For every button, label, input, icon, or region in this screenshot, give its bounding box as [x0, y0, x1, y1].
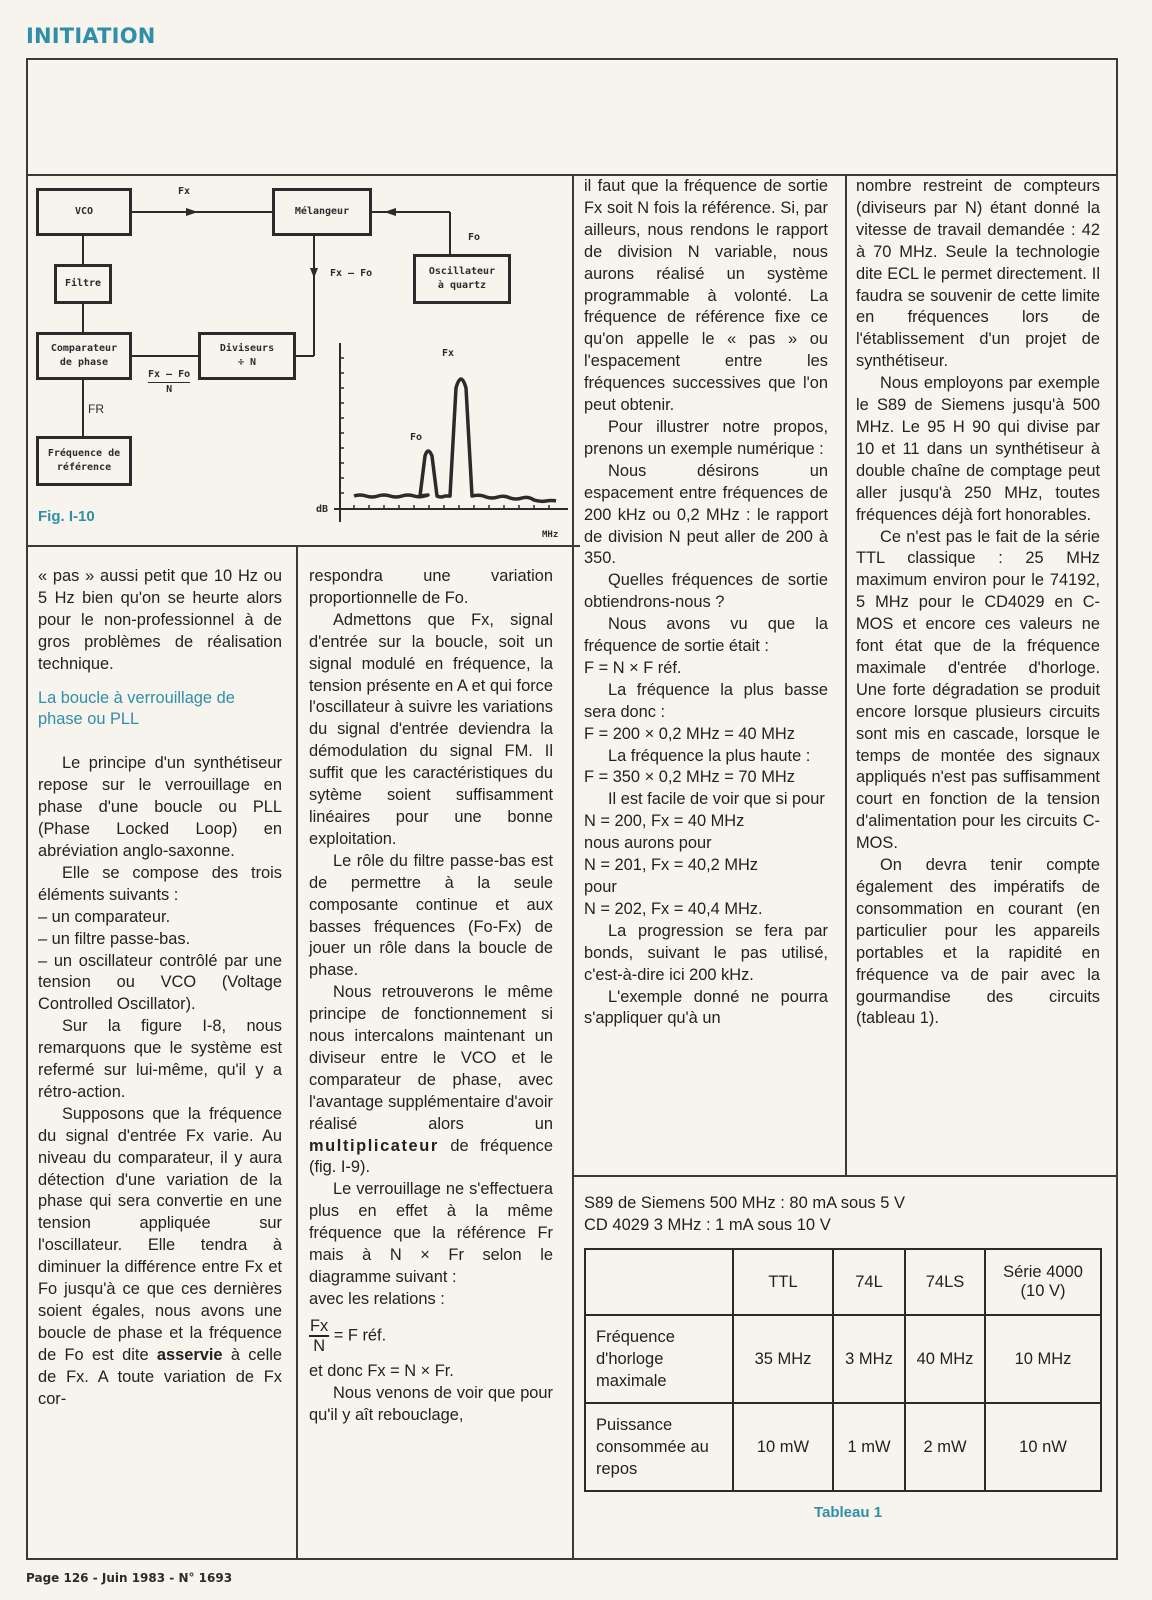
table-header-row [585, 1249, 1101, 1315]
paragraph: Nous employons par exemple le S89 de Siemens jusqu'à 500 MHz. Le 95 H 90 qui divise par 10 et 11 dans un synthétiseur à double chaîne de comptage peut aller jusqu'à 250 MHz, toutes fréquences déjà fort honorables. [856, 374, 1100, 524]
header-cell-empty [585, 1249, 733, 1315]
section-title: INITIATION [26, 24, 156, 48]
table-cell: 10 nW [985, 1403, 1101, 1491]
label-fo: Fo [468, 232, 481, 243]
oscillateur-quartz-block: Oscillateur à quartz [413, 254, 511, 304]
equation: F = 350 × 0,2 MHz = 70 MHz [584, 768, 795, 787]
peak-label-fo: Fo [410, 432, 423, 443]
paragraph: respondra une variation proportionnelle de Fo. [309, 567, 553, 607]
table-panel [580, 1182, 1116, 1558]
subheading-pll: La boucle à verrouillage de phase ou PLL [38, 688, 235, 729]
paragraph: Sur la figure I-8, nous remarquons que le système est refermé sur lui-même, qu'il y a rétro-action. [38, 1017, 282, 1101]
arrow-left-icon [384, 208, 396, 216]
comparateur-block: Comparateur de phase [36, 332, 132, 380]
list-item: – un comparateur. [38, 907, 171, 926]
divider-table-top [572, 1175, 1118, 1177]
equation: F = N × F réf. [584, 658, 682, 677]
arrow-down-icon [310, 268, 318, 278]
paragraph: « pas » aussi petit que 10 Hz ou 5 Hz bien qu'on se heurte alors pour le non-professionnel à de gros problèmes de réalisation technique. [38, 567, 282, 673]
header-cell: TTL [733, 1249, 833, 1315]
paragraph: Nous retrouverons le même principe de fonctionnement si nous intercalons maintenant un diviseur entre le VCO et le comparateur de phase, avec l'avantage supplémentaire d'avoir réalisé alors un multiplicateur de fréquence (fig. I-9). [309, 983, 553, 1177]
paragraph: avec les relations : [309, 1289, 445, 1308]
text-column-3 [584, 176, 828, 1030]
equation: N = 200, Fx = 40 MHz [584, 812, 745, 831]
page-footer: Page 126 - Juin 1983 - N° 1693 [26, 1571, 233, 1585]
header-cell: 74L [833, 1249, 905, 1315]
melangeur-block: Mélangeur [272, 188, 372, 236]
formula: $\frac{Fx}{N}$ = F réf. [310, 1316, 387, 1355]
spectrum-plot [334, 343, 568, 522]
paragraph: Le verrouillage ne s'effectuera plus en effet à la même fréquence que la référence Fr mais à N × Fr selon le diagramme suivant : [309, 1180, 553, 1286]
paragraph: Quelles fréquences de sortie obtiendrons-nous ? [584, 571, 828, 612]
emphasis-asservie: asservie [156, 1345, 223, 1364]
table-cell: 35 MHz [733, 1315, 833, 1403]
text-column-1 [38, 566, 282, 1411]
paragraph: La fréquence la plus haute : [608, 746, 811, 765]
axis-label-mhz: MHz [542, 530, 559, 540]
list-item: – un filtre passe-bas. [38, 929, 191, 948]
table-notes [584, 1192, 905, 1236]
table-cell: 2 mW [905, 1403, 985, 1491]
label-ratio: Fx – Fo N [148, 369, 191, 395]
figure-pll-synth [28, 178, 580, 556]
table-cell: 3 MHz [833, 1315, 905, 1403]
vco-block: VCO [36, 188, 132, 236]
row-label: Fréquence d'horloge maximale [585, 1315, 733, 1403]
note-line: S89 de Siemens 500 MHz : 80 mA sous 5 V [584, 1194, 906, 1212]
label-fx-minus-fo: Fx – Fo [330, 268, 373, 279]
paragraph: La fréquence la plus basse sera donc : [584, 680, 828, 721]
paragraph: nombre restreint de compteurs (diviseurs par N) étant donné la vitesse de travail demandée : 42 à 70 MHz. Seule la technologie dite ECL le permet directement. Il faudra se souvenir de cette limite en fréquences lors de l'établissement d'un projet de synthétiseur. [856, 177, 1100, 371]
filtre-block: Filtre [54, 264, 112, 304]
note-line: CD 4029 3 MHz : 1 mA sous 10 V [584, 1216, 831, 1234]
diviseurs-block: Diviseurs ÷ N [198, 332, 296, 380]
paragraph: Le rôle du filtre passe-bas est de permettre à la seule composante continue et aux basses fréquences (Fo-Fx) de jouer un rôle dans la boucle de phase. [309, 851, 553, 980]
table-caption: Tableau 1 [813, 1504, 883, 1521]
table-row [585, 1315, 1101, 1403]
axis-label-db: dB [316, 504, 329, 515]
table-cell: 10 mW [733, 1403, 833, 1491]
text-column-2 [309, 566, 553, 1427]
arrow-right-icon [186, 208, 198, 216]
fraction: $\frac{Fx}{N}$ [310, 1316, 329, 1355]
paragraph: Nous désirons un espacement entre fréquences de 200 kHz ou 0,2 MHz : le rapport de division N peut aller de 200 à 350. [584, 461, 828, 568]
list-item: – un oscillateur contrôlé par une tension ou VCO (Voltage Controlled Oscillator). [38, 951, 282, 1014]
paragraph: nous aurons pour [584, 834, 712, 853]
emphasis-multiplicateur: multiplicateur [309, 1136, 439, 1155]
header-cell: Série 4000 (10 V) [985, 1249, 1101, 1315]
table-row [585, 1403, 1101, 1491]
paragraph: Nous avons vu que la fréquence de sortie était : [584, 615, 828, 656]
paragraph: Il est facile de voir que si pour [608, 790, 825, 809]
label-fr: FR [88, 402, 104, 416]
paragraph: il faut que la fréquence de sortie Fx soit N fois la référence. Si, par ailleurs, nous rendons le rapport de division N variable, nous aurons réalisé un système programmable à volonté. La fréquence de référence fixe ce qu'on appelle le « pas » ou l'espacement entre les fréquences successives que l'on peut obtenir. [584, 177, 828, 415]
paragraph: On devra tenir compte également des impératifs de consommation en courant (en particulier pour les appareils portables et la rapidité en fréquence va de pair avec la gourmandise des circuits (tableau 1). [856, 856, 1100, 1028]
divider-col1-col2 [296, 545, 298, 1560]
table-cell: 10 MHz [985, 1315, 1101, 1403]
paragraph: La progression se fera par bonds, suivant le pas utilisé, c'est-à-dire ici 200 kHz. [584, 921, 828, 984]
header-cell: 74LS [905, 1249, 985, 1315]
figure-caption: Fig. I-10 [38, 508, 95, 525]
paragraph: Admettons que Fx, signal d'entrée sur la boucle, soit un signal modulé en fréquence, la tension présente en A et qui force l'oscillateur à suivre les variations du signal d'entrée deviendra la démodulation du signal FM. Il suffit que les caractéristiques du sytème soient suffisamment linéaires pour une bonne exploitation. [309, 610, 553, 848]
table-cell: 40 MHz [905, 1315, 985, 1403]
divider-col3-col4 [845, 176, 847, 1176]
paragraph: Nous venons de voir que pour qu'il y aît rebouclage, [309, 1383, 553, 1424]
equation: F = 200 × 0,2 MHz = 40 MHz [584, 724, 795, 743]
paragraph: L'exemple donné ne pourra s'appliquer qu'à un [584, 987, 828, 1028]
paragraph: Supposons que la fréquence du signal d'entrée Fx varie. Au niveau du comparateur, il y aura détection d'une variation de la phase qui sera convertie en une tension appliquée sur l'oscillateur. Elle tendra à diminuer la différence entre Fx et Fo jusqu'à ce que ces dernières soient égales, nous avons une boucle de phase et la fréquence de Fo est dite asservie à celle de Fx. A toute variation de Fx cor- [38, 1104, 282, 1408]
label-fx: Fx [178, 186, 191, 197]
paragraph: pour [584, 878, 617, 896]
paragraph: Pour illustrer notre propos, prenons un exemple numérique : [584, 417, 828, 458]
comparison-table [584, 1248, 1102, 1492]
reference-block: Fréquence de référence [36, 436, 132, 486]
row-label: Puissance consommée au repos [585, 1403, 733, 1491]
paragraph: et donc Fx = N × Fr. [309, 1361, 454, 1380]
paragraph: Le principe d'un synthétiseur repose sur le verrouillage en phase d'une boucle ou PLL (Phase Locked Loop) en abréviation anglo-saxonne. [38, 754, 282, 860]
equation: N = 202, Fx = 40,4 MHz. [584, 899, 763, 918]
text-column-4 [856, 176, 1100, 1030]
peak-label-fx: Fx [442, 348, 455, 359]
blank-top-panel [26, 58, 1118, 176]
paragraph: Elle se compose des trois éléments suivants : [38, 863, 282, 904]
equation: N = 201, Fx = 40,2 MHz [584, 856, 758, 875]
paragraph: Ce n'est pas le fait de la série TTL classique : 25 MHz maximum environ pour le 74192, 5 MHz pour le CD4029 en C-MOS et encore ces valeurs ne font état que de la fréquence maximale d'entrée d'horloge. Une forte dégradation se produit encore lorsque plusieurs circuits sont mis en cascade, lorsque le temps de montée des signaux appliqués n'est pas suffisamment court en fonction de la tension d'alimentation pour les circuits C-MOS. [856, 527, 1100, 853]
table-cell: 1 mW [833, 1403, 905, 1491]
